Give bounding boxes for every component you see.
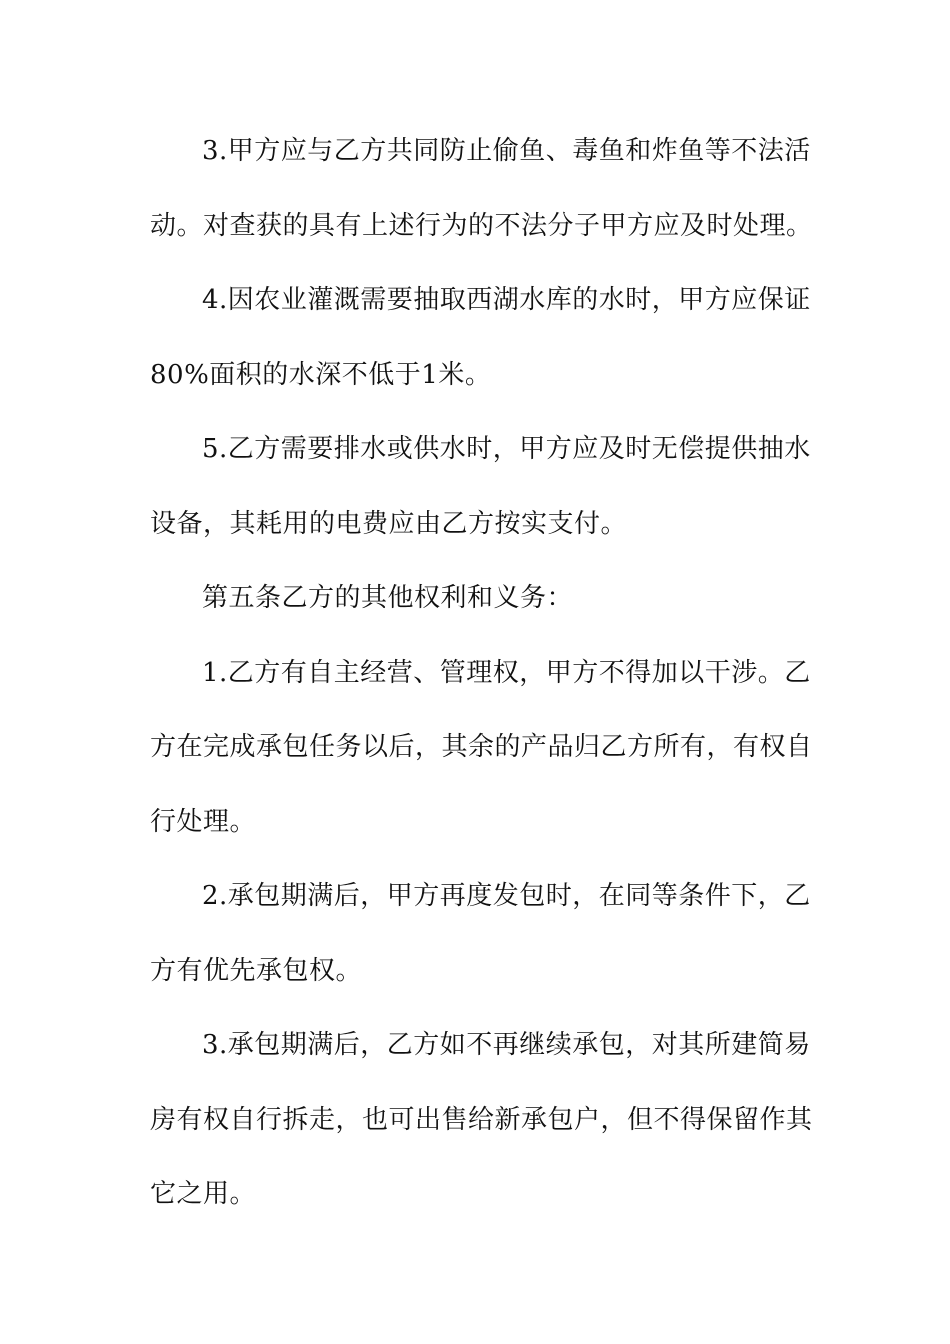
paragraph-clause-3-prevent-illegal-fishing xyxy=(150,114,813,263)
paragraph-article-5-item-3 xyxy=(150,1008,813,1232)
paragraph-line: 方有优先承包权。 xyxy=(150,955,363,986)
paragraph-line: 1.乙方有自主经营、管理权，甲方不得加以干涉。乙 xyxy=(202,657,811,688)
paragraph-line: 4.因农业灌溉需要抽取西湖水库的水时，甲方应保证 xyxy=(202,285,811,315)
paragraph-line: 房有权自行拆走，也可出售给新承包户，但不得保留作其 xyxy=(150,1104,813,1135)
paragraph-clause-5-drainage-equipment xyxy=(150,412,811,561)
paragraph-line: 5.乙方需要排水或供水时，甲方应及时无偿提供抽水 xyxy=(202,434,811,464)
paragraph-line: 动。对查获的具有上述行为的不法分子甲方应及时处理。 xyxy=(150,210,813,241)
paragraph-article-5-item-1 xyxy=(150,636,813,860)
section-heading-article-5 xyxy=(150,561,800,636)
paragraph-line: 设备，其耗用的电费应由乙方按实支付。 xyxy=(150,508,628,539)
paragraph-line: 它之用。 xyxy=(150,1179,257,1209)
paragraph-clause-4-irrigation-water-depth xyxy=(150,263,811,412)
paragraph-line: 方在完成承包任务以后，其余的产品归乙方所有，有权自 xyxy=(150,732,813,762)
paragraph-line: 3.承包期满后，乙方如不再继续承包，对其所建简易 xyxy=(202,1030,811,1060)
paragraph-line: 2.承包期满后，甲方再度发包时，在同等条件下，乙 xyxy=(202,881,811,911)
paragraph-line: 80%面积的水深不低于1米。 xyxy=(150,359,492,390)
paragraph-article-5-item-2 xyxy=(150,859,811,1008)
paragraph-line: 行处理。 xyxy=(150,806,257,837)
document-body xyxy=(150,114,813,1232)
paragraph-line: 3.甲方应与乙方共同防止偷鱼、毒鱼和炸鱼等不法活 xyxy=(202,136,811,166)
section-heading-line: 第五条乙方的其他权利和义务： xyxy=(202,583,574,613)
